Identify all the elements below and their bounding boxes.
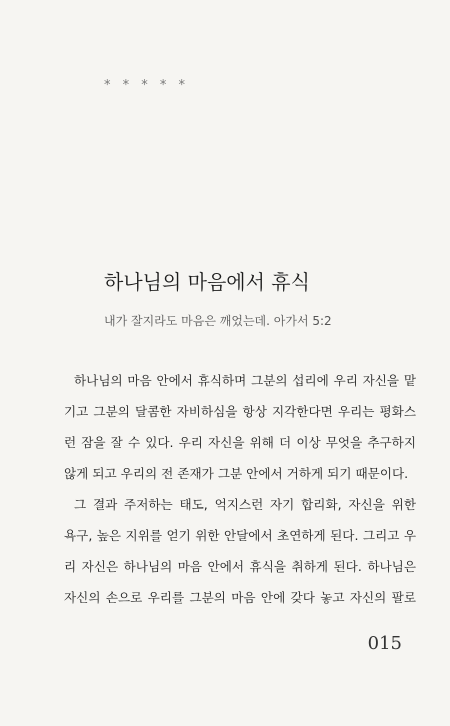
body-line: 리 자신은 하나님의 마음 안에서 휴식을 취하게 된다. 하나님은 <box>64 559 416 574</box>
body-line: 기고 그분의 달콤한 자비하심을 항상 지각한다면 우리는 평화스 <box>64 404 416 419</box>
body-line: 런 잠을 잘 수 있다. 우리 자신을 위해 더 이상 무엇을 추구하지 <box>64 435 416 450</box>
epigraph: 내가 잘지라도 마음은 깨었는데. 아가서 5:2 <box>104 314 332 328</box>
body-line: 그 결과 주저하는 태도, 억지스런 자기 합리화, 자신을 위한 <box>74 497 416 512</box>
body-line: 하나님의 마음 안에서 휴식하며 그분의 섭리에 우리 자신을 맡 <box>74 373 416 388</box>
chapter-title: 하나님의 마음에서 휴식 <box>104 270 310 294</box>
body-text <box>64 365 416 613</box>
body-line: 않게 되고 우리의 전 존재가 그분 안에서 거하게 되기 때문이다. <box>64 466 409 481</box>
page-number: 015 <box>367 633 402 654</box>
body-line: 욕구, 높은 지위를 얻기 위한 안달에서 초연하게 된다. 그리고 우 <box>64 528 416 543</box>
body-line: 자신의 손으로 우리를 그분의 마음 안에 갖다 놓고 자신의 팔로 <box>64 590 416 605</box>
section-ornament: * * * * * <box>104 78 190 93</box>
